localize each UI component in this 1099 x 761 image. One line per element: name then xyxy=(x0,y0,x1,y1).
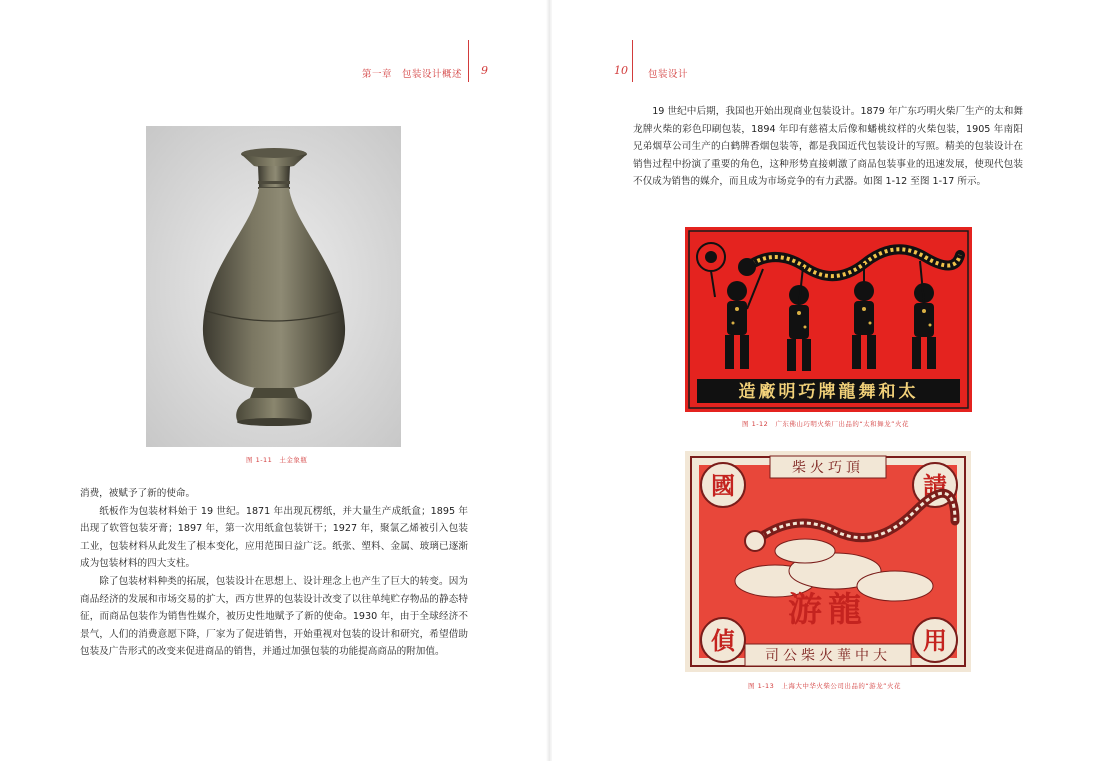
running-head-book: 包装设计 xyxy=(648,69,689,80)
header-rule xyxy=(632,40,633,82)
left-body-text xyxy=(80,485,468,661)
header-rule xyxy=(468,40,469,82)
corner-char-br: 用 xyxy=(923,627,947,655)
figure-caption-1-11: 图 1-11 土金象瓶 xyxy=(246,456,308,464)
banner-text: 造廠明巧牌龍舞和太 xyxy=(738,382,919,402)
figure-taihe-matchbox-label xyxy=(685,227,972,412)
paragraph-continuation: 消费，被赋予了新的使命。 xyxy=(80,488,196,499)
main-title-text: 游龍 xyxy=(788,590,868,630)
corner-char-tl: 國 xyxy=(711,472,735,500)
figure-caption-1-12: 图 1-12 广东佛山巧明火柴厂出品的“太和舞龙”火花 xyxy=(742,420,910,428)
paragraph-cardboard: 纸板作为包装材料始于 19 世纪。1871 年出现瓦楞纸，并大量生产成纸盒；1895 年出现了软管包装牙膏；1897 年，第一次用纸盒包装饼干；1927 年，聚氯乙烯被引入包装工业，包装材料从此发生了根本变化，应用范围日益广泛。纸张、塑料、金属、玻璃已逐渐成为包装材料的四大支柱。 xyxy=(80,505,468,570)
page-number-right: 10 xyxy=(614,64,628,77)
corner-char-bl: 偵 xyxy=(711,627,735,655)
running-head-chapter: 第一章 包装设计概述 xyxy=(362,69,463,80)
top-label-text: 柴火巧頂 xyxy=(792,460,864,476)
figure-vase-image xyxy=(146,126,401,447)
figure-caption-1-13: 图 1-13 上海大中华火柴公司出品的“游龙”火花 xyxy=(748,682,902,690)
bottom-label-text: 司公柴火華中大 xyxy=(765,648,891,664)
figure-youlong-matchbox-label xyxy=(685,451,971,672)
right-page xyxy=(552,0,1099,761)
corner-char-tr: 請 xyxy=(923,472,947,500)
left-page xyxy=(0,0,548,761)
paragraph-design-change: 除了包装材料种类的拓展，包装设计在思想上、设计理念上也产生了巨大的转变。因为商品经济的发展和市场交易的扩大，西方世界的包装设计改变了以往单纯贮存物品的静态特征，而商品包装作为销售性媒介，被历史性地赋予了新的使命。1930 年，由于全球经济不景气，人们的消费意愿下降，厂家为了促进销售，开始重视对包装的设计和研究，希望借助包装及广告形式的改变来促进商品的销售，并通过加强包装的功能提高商品的附加值。 xyxy=(80,575,468,658)
paragraph-china-packaging: 19 世纪中后期，我国也开始出现商业包装设计。1879 年广东巧明火柴厂生产的太和舞龙牌火柴的彩色印刷包装，1894 年印有慈禧太后像和蟠桃纹样的火柴包装，1905 年南阳兄弟烟草公司生产的白鹤牌香烟包装等，都是我国近代包装设计的写照。精美的包装设计在销售过程中扮演了重要的角色，这种形势直接刺激了商品包装事业的迅速发展，使现代包装不仅成为销售的媒介，而且成为市场竞争的有力武器。如图 1-12 至图 1-17 所示。 xyxy=(633,106,1023,188)
right-body-text xyxy=(633,103,1023,191)
page-number-left: 9 xyxy=(481,64,488,77)
